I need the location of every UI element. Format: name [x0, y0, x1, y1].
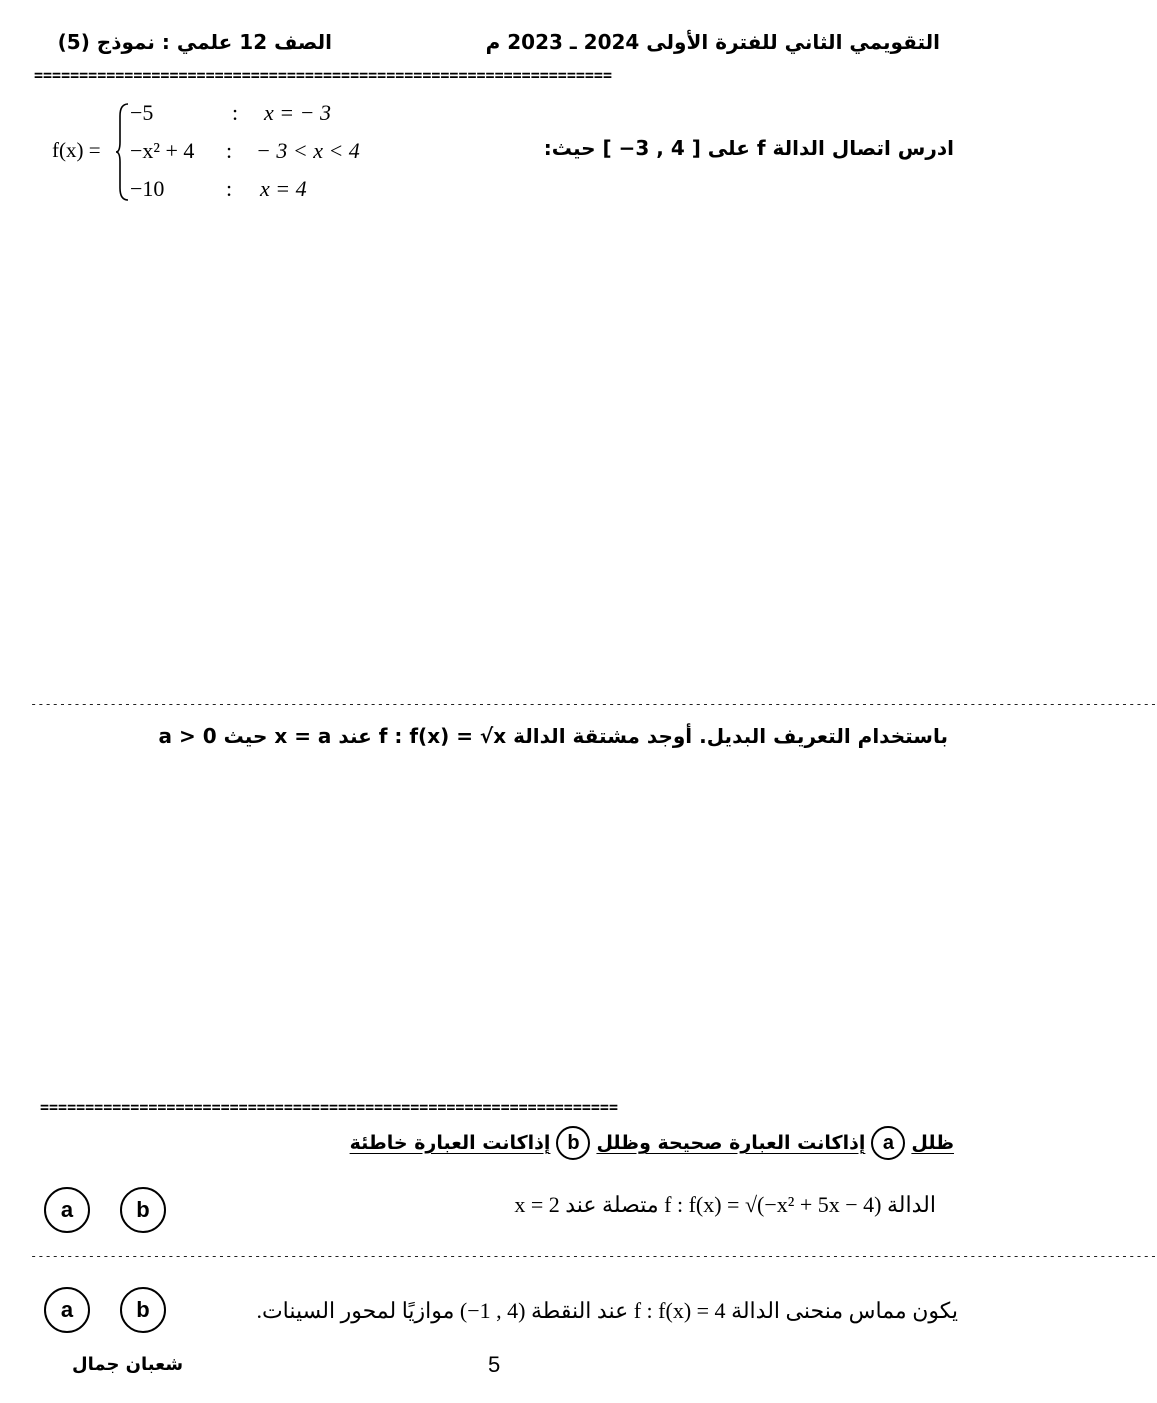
item-2-choice-a[interactable]: a — [44, 1287, 90, 1333]
piecewise-brace — [116, 102, 130, 202]
case-2-colon: : — [226, 138, 233, 163]
class-model-label: الصف 12 علمي : نموذج (5) — [57, 30, 332, 54]
case-3-cond: x = 4 — [260, 176, 307, 201]
author-name: شعبان جمال — [72, 1354, 184, 1375]
item-1-choice-a[interactable]: a — [44, 1187, 90, 1233]
q2-prompt: باستخدام التعريف البديل. أوجد مشتقة الدالة f : f(x) = √x عند x = a حيث a > 0 — [158, 724, 948, 748]
instruction-mid: إذاكانت العبارة صحيحة وظلل — [596, 1132, 866, 1154]
q1-piecewise — [46, 98, 406, 208]
case-2-expr: −x² + 4 — [130, 138, 195, 163]
choice-b-legend: b — [556, 1126, 590, 1160]
item-1-choice-b[interactable]: b — [120, 1187, 166, 1233]
choice-a-legend: a — [871, 1126, 905, 1160]
case-1-cond: x = − 3 — [264, 100, 331, 125]
exam-title: التقويمي الثاني للفترة الأولى 2024 ـ 2023 م — [485, 30, 940, 54]
item-2-choice-b[interactable]: b — [120, 1287, 166, 1333]
instruction-prefix: ظلل — [911, 1132, 954, 1154]
instruction-suffix: إذاكانت العبارة خاطئة — [349, 1132, 551, 1154]
q3-equals-divider: ================================================================ — [40, 1098, 618, 1116]
top-equals-divider: ================================================================ — [34, 66, 612, 84]
case-3-colon: : — [226, 176, 233, 201]
case-1-colon: : — [232, 100, 239, 125]
page-number: 5 — [488, 1352, 501, 1377]
fx-label: f(x) = — [52, 138, 101, 162]
q3-instruction — [350, 1126, 954, 1160]
mid-dash-divider: ------------------------------------------------------------------------------------------------------------------------------------------------------------ — [30, 697, 1157, 711]
case-3-expr: −10 — [130, 176, 165, 201]
q3-dash-divider: ------------------------------------------------------------------------------------------------------------------------------------------------------------ — [30, 1249, 1157, 1263]
q3-item-1-statement: الدالة f : f(x) = √(−x² + 5x − 4) متصلة عند x = 2 — [514, 1192, 936, 1217]
q1-prompt: ادرس اتصال الدالة f على [ 4 , 3− ] حيث: — [543, 136, 954, 160]
q3-item-2-statement: يكون مماس منحنى الدالة f : f(x) = 4 عند النقطة (4 , 1−) موازيًا لمحور السينات. — [256, 1298, 958, 1323]
case-2-cond: − 3 < x < 4 — [256, 138, 360, 163]
case-1-expr: −5 — [130, 100, 154, 125]
